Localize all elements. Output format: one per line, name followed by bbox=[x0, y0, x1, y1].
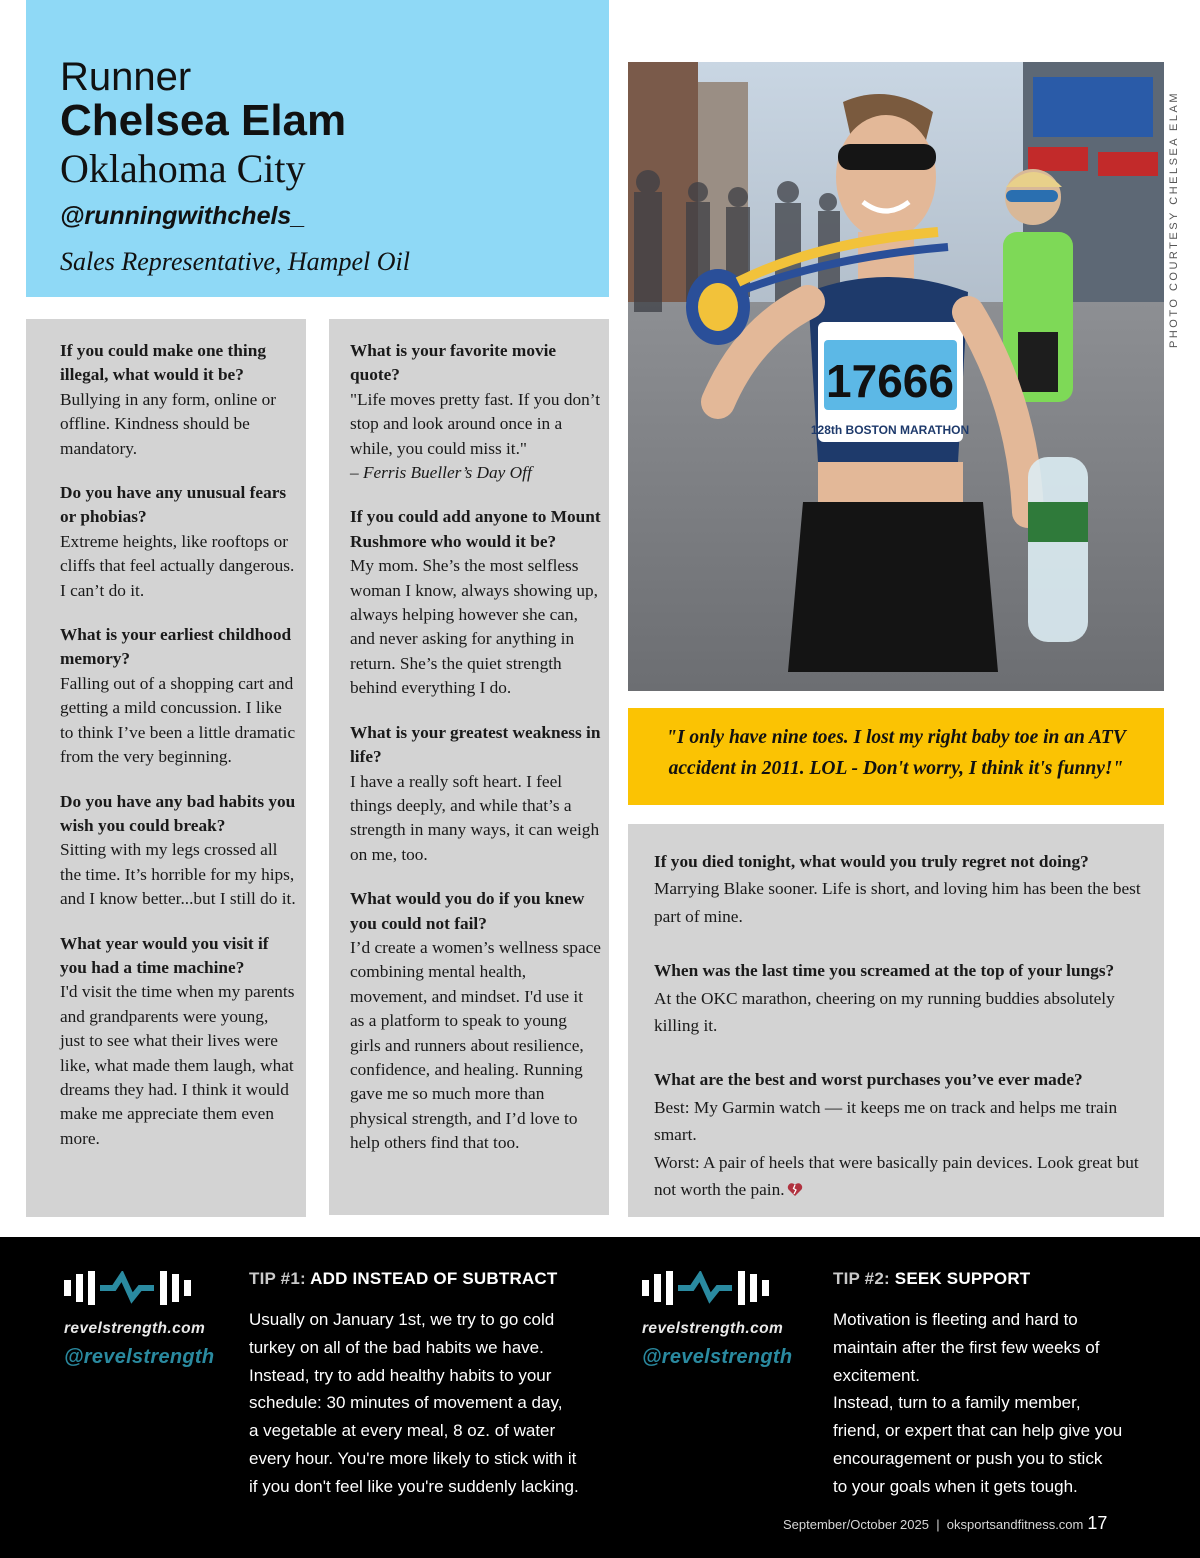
answer: My mom. She’s the most selfless woman I know, always showing up, always helping however she can, and never asking for anything in return. She’s the quiet strength behind everything I do. bbox=[350, 556, 598, 698]
answer: I’d create a women’s wellness space combining mental health, movement, and mindset. I'd use it as a platform to speak to young girls and runners about resilience, confidence, and healing. Running gave me so much more than physical strength, and I’d love to help others find that too. bbox=[350, 937, 601, 1153]
question: What year would you visit if you had a time machine? bbox=[60, 933, 269, 977]
tip-line: Instead, try to add healthy habits to your bbox=[249, 1365, 552, 1385]
runner-city: Oklahoma City bbox=[60, 146, 306, 191]
qa-item bbox=[60, 339, 296, 461]
question: When was the last time you screamed at the top of your lungs? bbox=[654, 961, 1115, 981]
social-handle: @runningwithchels_ bbox=[60, 202, 306, 230]
qa-item bbox=[350, 721, 601, 867]
tip-line: Motivation is fleeting and hard to bbox=[833, 1310, 1078, 1329]
qa-item bbox=[350, 339, 601, 485]
tip-line: excitement. bbox=[833, 1365, 920, 1385]
tip-one bbox=[249, 1269, 609, 1501]
answer: At the OKC marathon, cheering on my running buddies absolutely killing it. bbox=[654, 988, 1115, 1036]
website-url: revelstrength.com bbox=[64, 1320, 206, 1337]
qa-item bbox=[654, 848, 1144, 930]
answer: "Life moves pretty fast. If you don’t stop and look around once in a while, you could miss it." bbox=[350, 389, 601, 458]
page-number: 17 bbox=[1087, 1513, 1108, 1533]
tip-number: TIP #1: bbox=[249, 1269, 306, 1288]
quote-attribution: – Ferris Bueller’s Day Off bbox=[350, 463, 532, 483]
tip-two bbox=[833, 1269, 1173, 1501]
qa-column-right bbox=[628, 824, 1164, 1217]
question: If you could make one thing illegal, what would it be? bbox=[60, 341, 266, 385]
pull-quote: "I only have nine toes. I lost my right baby toe in an ATV accident in 2011. LOL - Don't worry, I think it's funny!" bbox=[628, 708, 1164, 805]
revel-logo bbox=[642, 1271, 792, 1369]
category-label: Runner bbox=[60, 55, 192, 99]
tip-title bbox=[833, 1269, 1173, 1289]
question: If you could add anyone to Mount Rushmore who would it be? bbox=[350, 507, 601, 551]
runner-job: Sales Representative, Hampel Oil bbox=[60, 247, 410, 276]
question: What would you do if you knew you could not fail? bbox=[350, 889, 585, 933]
question: If you died tonight, what would you truly regret not doing? bbox=[654, 852, 1089, 871]
tip-line: turkey on all of the bad habits we have. bbox=[249, 1337, 544, 1357]
answer-continued bbox=[654, 1149, 1144, 1204]
qa-item bbox=[60, 481, 296, 603]
revel-logo-icon bbox=[642, 1271, 792, 1305]
social-handle: @revelstrength bbox=[64, 1346, 215, 1368]
question: What is your greatest weakness in life? bbox=[350, 722, 601, 767]
answer: I have a really soft heart. I feel things deeply, and while that’s a strength in many ways, it can weigh on me, too. bbox=[350, 771, 600, 864]
question: What is your favorite movie quote? bbox=[350, 341, 557, 385]
tip-line: if you don't feel like you're suddenly lacking. bbox=[249, 1476, 579, 1496]
qa-item bbox=[654, 957, 1144, 1039]
website-url: revelstrength.com bbox=[642, 1320, 784, 1337]
tip-body bbox=[249, 1306, 609, 1501]
qa-item bbox=[654, 1066, 1144, 1203]
tip-line: schedule: 30 minutes of movement a day, bbox=[249, 1393, 563, 1413]
qa-item bbox=[350, 887, 601, 1155]
qa-column-left bbox=[26, 319, 306, 1217]
question: What is your earliest childhood memory? bbox=[60, 625, 292, 669]
answer: Bullying in any form, online or offline. Kindness should be mandatory. bbox=[60, 389, 276, 458]
broken-heart-icon bbox=[787, 1182, 803, 1197]
question: Do you have any bad habits you wish you could break? bbox=[60, 791, 296, 835]
runner-name: Chelsea Elam bbox=[60, 96, 347, 145]
answer: Extreme heights, like rooftops or cliffs that feel actually dangerous. I can’t do it. bbox=[60, 531, 295, 600]
qa-item bbox=[60, 790, 296, 912]
question: What are the best and worst purchases you’ve ever made? bbox=[654, 1070, 1083, 1090]
tip-line: a vegetable at every meal, 8 oz. of water bbox=[249, 1421, 556, 1441]
tip-title bbox=[249, 1269, 609, 1289]
issue-and-site: September/October 2025 | oksportsandfitness.com bbox=[783, 1517, 1084, 1532]
tip-line: to your goals when it gets tough. bbox=[833, 1476, 1078, 1496]
profile-header bbox=[26, 0, 609, 297]
qa-item bbox=[350, 505, 601, 700]
question: Do you have any unusual fears or phobias? bbox=[60, 483, 287, 527]
answer: Sitting with my legs crossed all the time. It’s horrible for my hips, and I know better...but I still do it. bbox=[60, 840, 296, 909]
tip-line: every hour. You're more likely to stick with it bbox=[249, 1448, 577, 1468]
footer-tips bbox=[0, 1237, 1200, 1558]
answer: Best: My Garmin watch — it keeps me on track and helps me train smart. bbox=[654, 1097, 1118, 1145]
answer-text: Worst: A pair of heels that were basically pain devices. Look great but not worth the pain. bbox=[654, 1152, 1139, 1200]
answer: Falling out of a shopping cart and getting a mild concussion. I like to think I’ve been a little dramatic from the very beginning. bbox=[60, 673, 296, 767]
answer: I'd visit the time when my parents and grandparents were young, just to see what their lives were like, what made them laugh, what dreams they had. I think it would make me appreciate them even more. bbox=[60, 982, 295, 1148]
photo-credit: PHOTO COURTESY CHELSEA ELAM bbox=[1168, 90, 1180, 348]
page-folio bbox=[783, 1513, 1107, 1534]
qa-column-middle bbox=[329, 319, 609, 1215]
bib-event: 128th BOSTON MARATHON bbox=[810, 423, 970, 437]
qa-item bbox=[60, 932, 296, 1152]
revel-logo bbox=[64, 1271, 214, 1369]
tip-heading: ADD INSTEAD OF SUBTRACT bbox=[310, 1269, 558, 1288]
tip-heading: SEEK SUPPORT bbox=[894, 1269, 1031, 1288]
tip-line: maintain after the first few weeks of bbox=[833, 1337, 1100, 1357]
bib-number: 17666 bbox=[826, 355, 954, 407]
runner-photo bbox=[628, 62, 1164, 691]
qa-item bbox=[60, 623, 296, 769]
social-handle: @revelstrength bbox=[642, 1346, 793, 1368]
revel-logo-icon bbox=[64, 1271, 214, 1305]
tip-line: encouragement or push you to stick bbox=[833, 1448, 1103, 1468]
tip-body bbox=[833, 1306, 1173, 1501]
tip-line: Usually on January 1st, we try to go cold bbox=[249, 1310, 555, 1329]
tip-line: Instead, turn to a family member, bbox=[833, 1393, 1081, 1413]
tip-line: friend, or expert that can help give you bbox=[833, 1421, 1123, 1441]
tip-number: TIP #2: bbox=[833, 1269, 890, 1288]
answer: Marrying Blake sooner. Life is short, and loving him has been the best part of mine. bbox=[654, 879, 1141, 926]
